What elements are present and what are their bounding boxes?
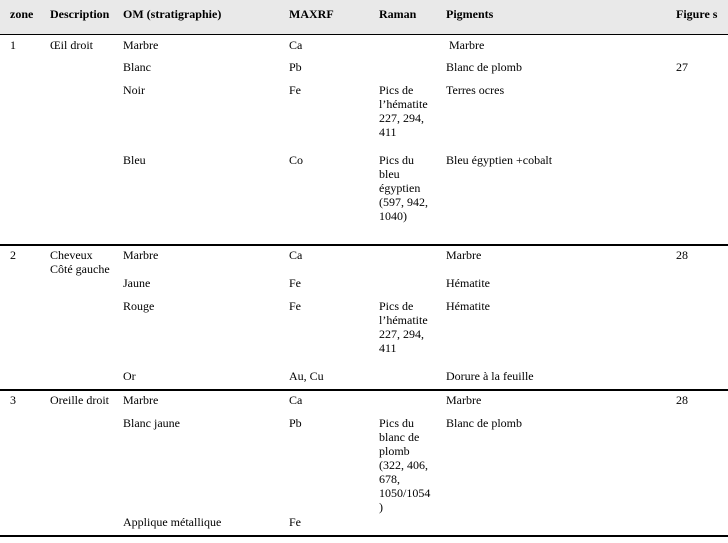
header-maxrf: MAXRF (289, 7, 334, 21)
om-cell: Marbre (123, 393, 159, 407)
zone-cell: 2 (10, 248, 16, 262)
group-separator (0, 389, 728, 391)
zone-cell: 3 (10, 393, 16, 407)
om-cell: Noir (123, 83, 145, 97)
pigment-cell: Blanc de plomb (446, 60, 522, 74)
maxrf-cell: Pb (289, 60, 302, 74)
om-cell: Marbre (123, 248, 159, 262)
pigment-cell: Dorure à la feuille (446, 369, 534, 383)
raman-cell: Pics du blanc de plomb (322, 406, 678, 1050/1054 ) (379, 416, 431, 514)
maxrf-cell: Fe (289, 83, 301, 97)
pigment-cell: Terres ocres (446, 83, 505, 97)
maxrf-cell: Fe (289, 299, 301, 313)
om-cell: Marbre (123, 38, 159, 52)
om-cell: Rouge (123, 299, 155, 313)
maxrf-cell: Pb (289, 416, 302, 430)
raman-cell: Pics du bleu égyptien (597, 942, 1040) (379, 153, 428, 223)
group-separator (0, 244, 728, 246)
description-cell: Œil droit (50, 38, 94, 52)
maxrf-cell: Ca (289, 248, 303, 262)
description-cell: Cheveux Côté gauche (50, 248, 110, 276)
pigment-cell: Bleu égyptien +cobalt (446, 153, 553, 167)
table-header (0, 0, 728, 35)
description-cell: Oreille droit (50, 393, 109, 407)
header-zone: zone (10, 7, 34, 21)
om-cell: Blanc (123, 60, 151, 74)
maxrf-cell: Au, Cu (289, 369, 324, 383)
maxrf-cell: Fe (289, 276, 301, 290)
pigment-cell: Blanc de plomb (446, 416, 522, 430)
figure-cell: 27 (676, 60, 688, 74)
table-bottom-rule (0, 535, 728, 537)
header-pigments: Pigments (446, 7, 494, 21)
pigment-cell: Hématite (446, 299, 490, 313)
om-cell: Or (123, 369, 136, 383)
header-om: OM (stratigraphie) (123, 7, 222, 21)
zone-cell: 1 (10, 38, 16, 52)
pigment-cell: Marbre (446, 393, 482, 407)
pigment-cell: Hématite (446, 276, 490, 290)
raman-cell: Pics de l’hématite 227, 294, 411 (379, 299, 428, 355)
om-cell: Jaune (123, 276, 151, 290)
header-figures: Figure s (676, 7, 718, 21)
pigment-cell: Marbre (446, 38, 485, 52)
figure-cell: 28 (676, 393, 688, 407)
raman-cell: Pics de l’hématite 227, 294, 411 (379, 83, 428, 139)
maxrf-cell: Ca (289, 393, 303, 407)
header-description: Description (50, 7, 110, 21)
figure-cell: 28 (676, 248, 688, 262)
om-cell: Bleu (123, 153, 146, 167)
om-cell: Applique métallique (123, 515, 222, 529)
maxrf-cell: Ca (289, 38, 303, 52)
maxrf-cell: Co (289, 153, 304, 167)
header-raman: Raman (379, 7, 417, 21)
maxrf-cell: Fe (289, 515, 301, 529)
om-cell: Blanc jaune (123, 416, 180, 430)
pigment-cell: Marbre (446, 248, 482, 262)
